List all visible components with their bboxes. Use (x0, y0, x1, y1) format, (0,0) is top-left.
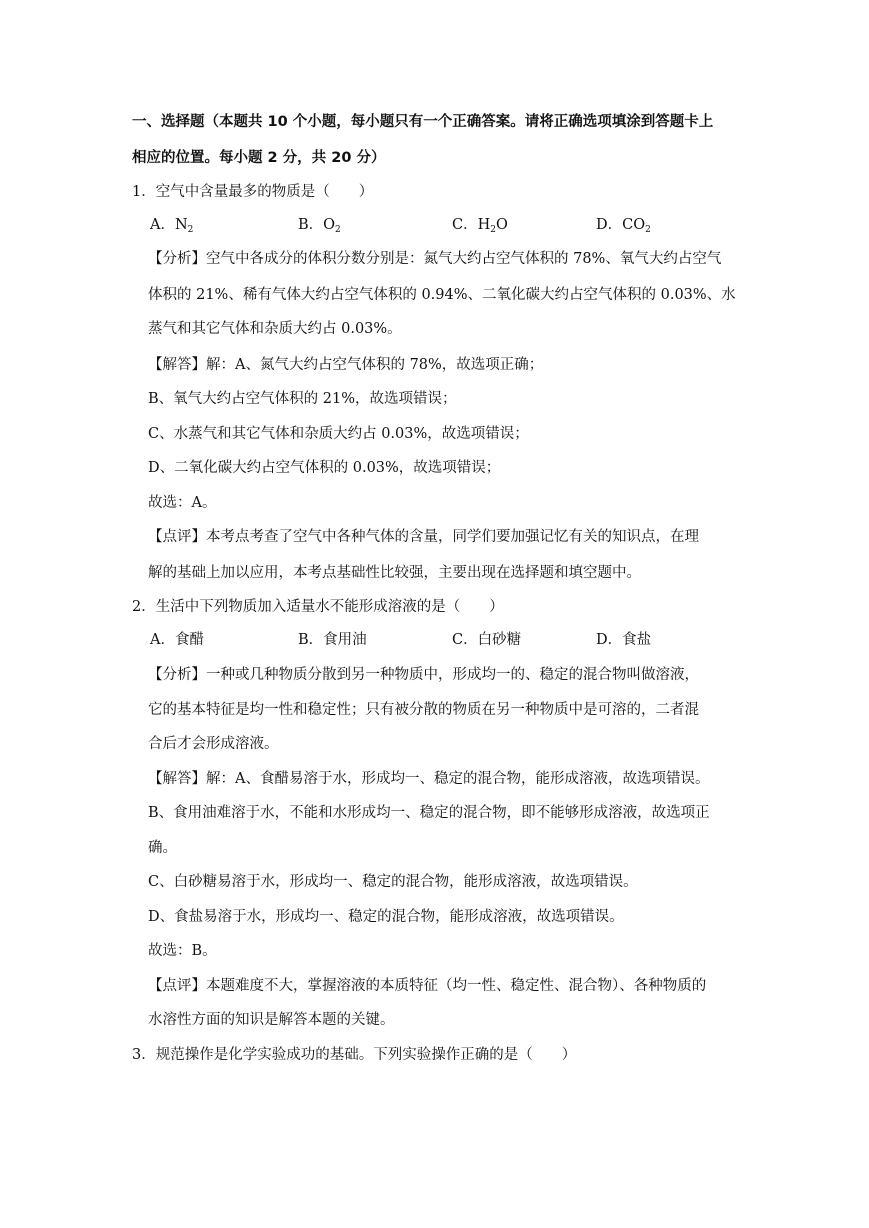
question-2-solution-line-1: 【解答】解：A、食醋易溶于水，形成均一、稳定的混合物，能形成溶液，故选项错误。 (148, 771, 710, 787)
question-1-solution-line-1: 【解答】解：A、氮气大约占空气体积的 78%，故选项正确； (148, 357, 544, 373)
question-2-comment-line-2: 水溶性方面的知识是解答本题的关键。 (148, 1012, 395, 1028)
question-1-solution-line-3: C、水蒸气和其它气体和杂质大约占 0.03%，故选项错误； (148, 426, 529, 442)
question-2-stem: 2．生活中下列物质加入适量水不能形成溶液的是（ ） (132, 599, 504, 615)
question-2-comment-line-1: 【点评】本题难度不大，掌握溶液的本质特征（均一性、稳定性、混合物）、各种物质的 (148, 978, 707, 994)
option-d: D．食盐 (596, 632, 652, 648)
section-heading-line-1: 一、选择题（本题共 10 个小题，每小题只有一个正确答案。请将正确选项填涂到答题卡上 (132, 114, 714, 130)
question-1-analysis-line-3: 蒸气和其它气体和杂质大约占 0.03%。 (148, 321, 402, 337)
question-2-solution-line-2: B、食用油难溶于水，不能和水形成均一、稳定的混合物，即不能够形成溶液，故选项正 (148, 805, 710, 821)
option-b: B．食用油 (298, 632, 367, 648)
question-1-analysis-line-2: 体积的 21%、稀有气体大约占空气体积的 0.94%、二氧化碳大约占空气体积的 0.03%、水 (148, 287, 736, 303)
question-2-options (150, 630, 750, 652)
option-c: C．$H_2O$ (452, 217, 508, 235)
option-c: C．白砂糖 (452, 632, 522, 648)
question-2-solution-line-6: 故选：B。 (148, 943, 217, 959)
question-1-comment-line-1: 【点评】本考点考查了空气中各种气体的含量，同学们要加强记忆有关的知识点，在理 (148, 529, 699, 545)
question-2-solution-line-3: 确。 (148, 840, 177, 856)
question-1-stem: 1．空气中含量最多的物质是（ ） (132, 184, 374, 200)
question-2-analysis-line-1: 【分析】一种或几种物质分散到另一种物质中，形成均一的、稳定的混合物叫做溶液， (148, 667, 699, 683)
question-1-solution-line-4: D、二氧化碳大约占空气体积的 0.03%，故选项错误； (148, 460, 501, 476)
option-a: A．食醋 (150, 632, 204, 648)
question-2-analysis-line-2: 它的基本特征是均一性和稳定性；只有被分散的物质在另一种物质中是可溶的，二者混 (148, 702, 699, 718)
question-1-comment-line-2: 解的基础上加以应用，本考点基础性比较强，主要出现在选择题和填空题中。 (148, 565, 641, 581)
question-3-stem: 3．规范操作是化学实验成功的基础。下列实验操作正确的是（ ） (132, 1047, 577, 1063)
option-a: A．$N_2$ (150, 217, 194, 235)
question-2-solution-line-5: D、食盐易溶于水，形成均一、稳定的混合物，能形成溶液，故选项错误。 (148, 909, 624, 925)
question-1-solution-line-5: 故选：A。 (148, 495, 217, 511)
option-d: D．$CO_2$ (596, 217, 651, 235)
question-2-solution-line-4: C、白砂糖易溶于水，形成均一、稳定的混合物，能形成溶液，故选项错误。 (148, 874, 638, 890)
question-2-analysis-line-3: 合后才会形成溶液。 (148, 736, 279, 752)
option-b: B．$O_2$ (298, 217, 341, 235)
question-1-options (150, 215, 750, 237)
section-heading-line-2: 相应的位置。每小题 2 分，共 20 分） (132, 150, 386, 166)
question-1-solution-line-2: B、氧气大约占空气体积的 21%，故选项错误； (148, 391, 457, 407)
question-1-analysis-line-1: 【分析】空气中各成分的体积分数分别是：氮气大约占空气体积的 78%、氧气大约占空气 (148, 251, 722, 267)
